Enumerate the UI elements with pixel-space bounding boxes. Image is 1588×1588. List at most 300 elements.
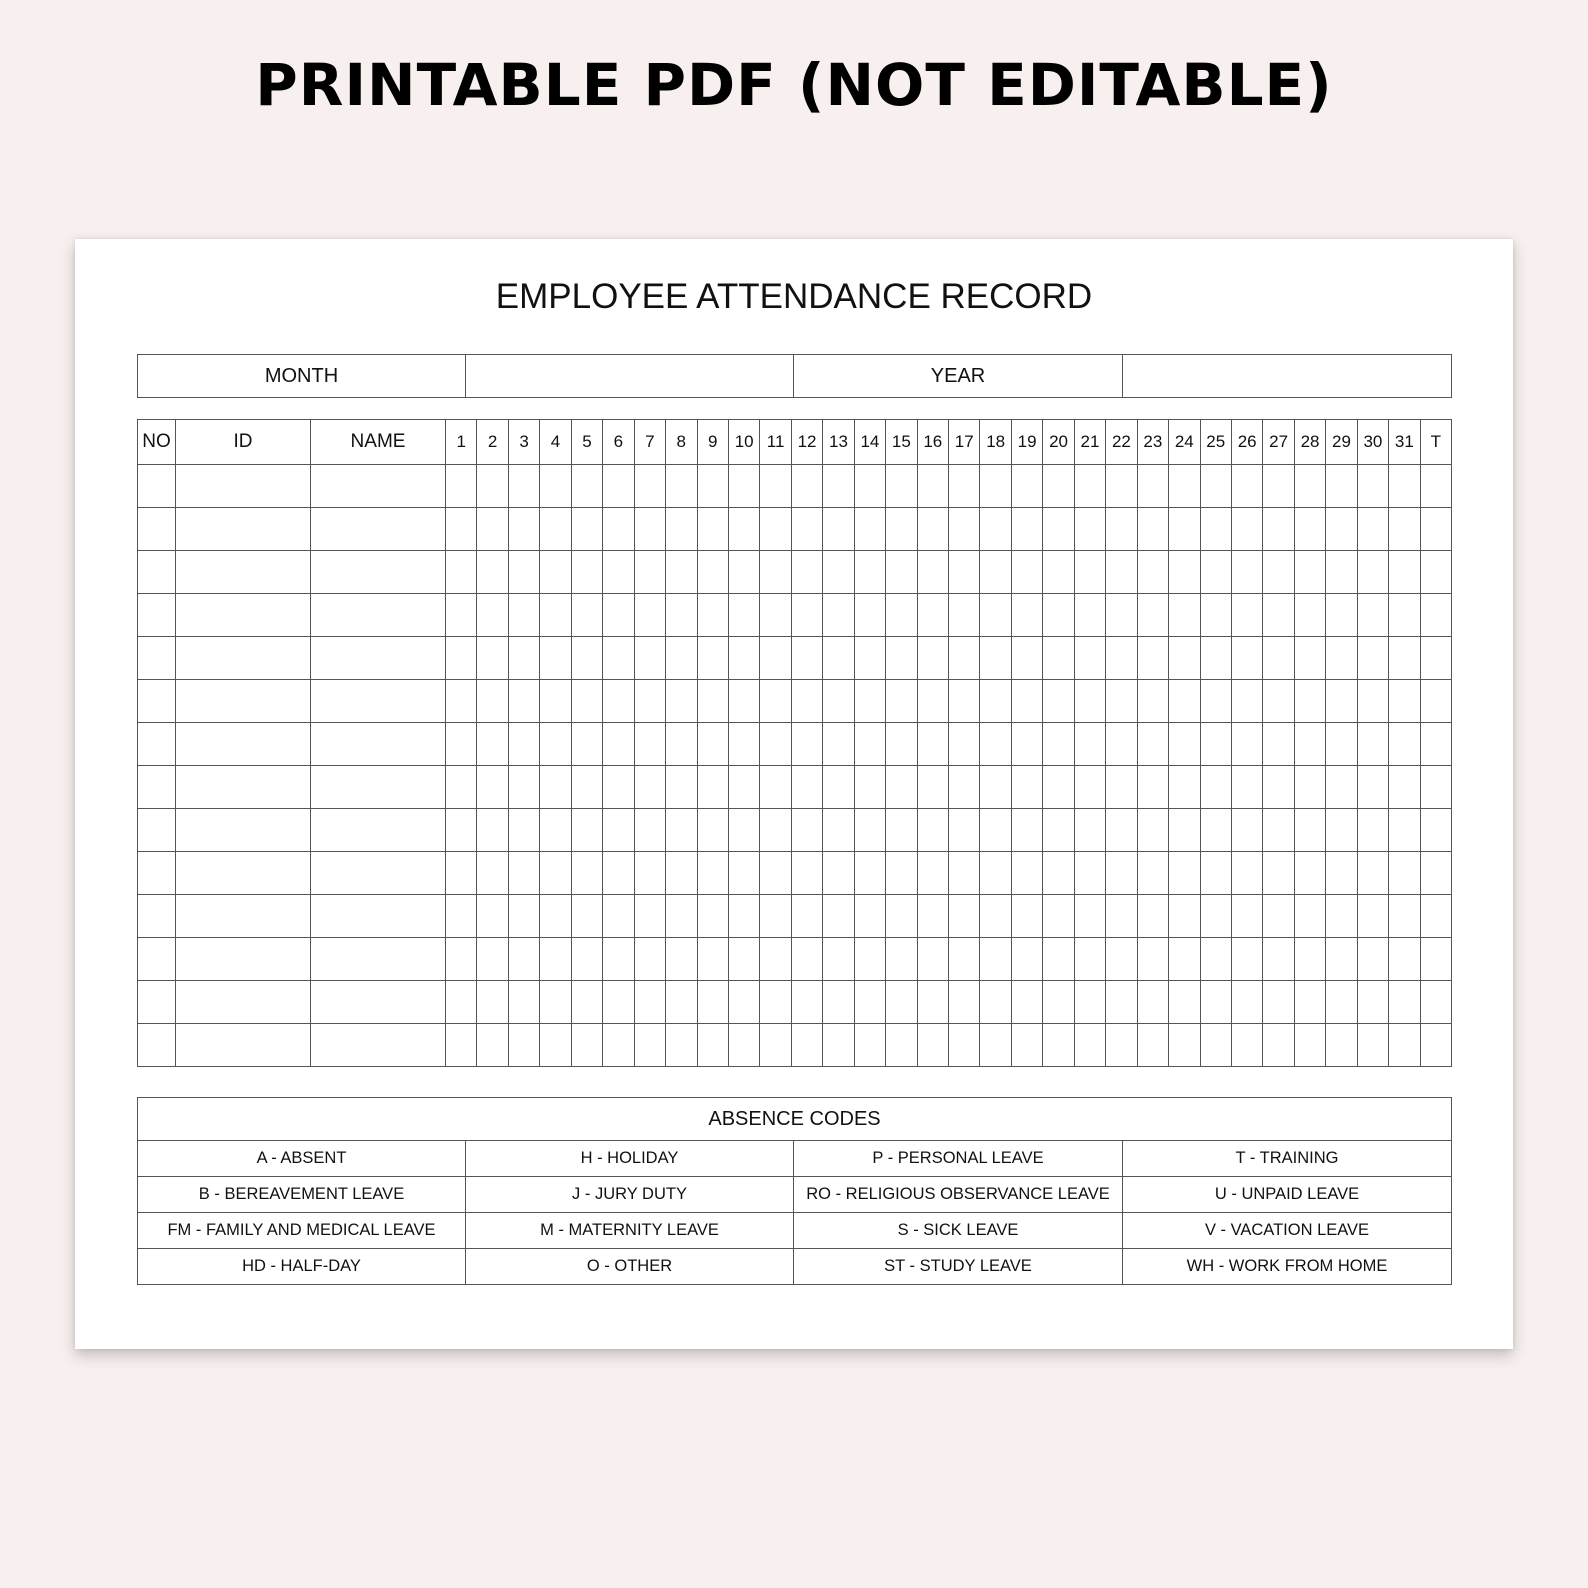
day-cell[interactable] — [571, 981, 602, 1024]
day-cell[interactable] — [477, 852, 508, 895]
day-cell[interactable] — [1043, 508, 1074, 551]
row-total-cell[interactable] — [1420, 723, 1451, 766]
day-cell[interactable] — [1200, 895, 1231, 938]
day-cell[interactable] — [886, 809, 917, 852]
day-cell[interactable] — [446, 637, 477, 680]
day-cell[interactable] — [1011, 680, 1042, 723]
day-cell[interactable] — [917, 766, 948, 809]
row-name-cell[interactable] — [311, 766, 446, 809]
day-cell[interactable] — [508, 766, 539, 809]
day-cell[interactable] — [1106, 809, 1137, 852]
day-cell[interactable] — [1169, 1024, 1200, 1067]
day-cell[interactable] — [1011, 551, 1042, 594]
day-cell[interactable] — [917, 637, 948, 680]
day-cell[interactable] — [1326, 508, 1357, 551]
day-cell[interactable] — [1137, 1024, 1168, 1067]
day-cell[interactable] — [1137, 766, 1168, 809]
day-cell[interactable] — [1137, 723, 1168, 766]
day-cell[interactable] — [508, 981, 539, 1024]
day-cell[interactable] — [1074, 680, 1105, 723]
day-cell[interactable] — [446, 465, 477, 508]
day-cell[interactable] — [508, 938, 539, 981]
day-cell[interactable] — [697, 594, 728, 637]
day-cell[interactable] — [540, 723, 571, 766]
day-cell[interactable] — [1231, 766, 1262, 809]
day-cell[interactable] — [666, 809, 697, 852]
day-cell[interactable] — [854, 1024, 885, 1067]
day-cell[interactable] — [1169, 637, 1200, 680]
day-cell[interactable] — [571, 508, 602, 551]
day-cell[interactable] — [508, 895, 539, 938]
day-cell[interactable] — [1231, 551, 1262, 594]
day-cell[interactable] — [477, 809, 508, 852]
row-no-cell[interactable] — [138, 637, 176, 680]
day-cell[interactable] — [1357, 981, 1388, 1024]
day-cell[interactable] — [603, 895, 634, 938]
day-cell[interactable] — [1389, 680, 1420, 723]
day-cell[interactable] — [1200, 766, 1231, 809]
day-cell[interactable] — [1200, 680, 1231, 723]
day-cell[interactable] — [1074, 508, 1105, 551]
row-name-cell[interactable] — [311, 1024, 446, 1067]
row-name-cell[interactable] — [311, 809, 446, 852]
day-cell[interactable] — [949, 852, 980, 895]
day-cell[interactable] — [760, 680, 791, 723]
day-cell[interactable] — [823, 938, 854, 981]
day-cell[interactable] — [1106, 594, 1137, 637]
day-cell[interactable] — [1294, 981, 1325, 1024]
day-cell[interactable] — [666, 594, 697, 637]
day-cell[interactable] — [571, 594, 602, 637]
row-no-cell[interactable] — [138, 680, 176, 723]
day-cell[interactable] — [980, 938, 1011, 981]
day-cell[interactable] — [1357, 594, 1388, 637]
day-cell[interactable] — [1043, 465, 1074, 508]
day-cell[interactable] — [1263, 766, 1294, 809]
row-name-cell[interactable] — [311, 551, 446, 594]
row-no-cell[interactable] — [138, 465, 176, 508]
day-cell[interactable] — [1389, 637, 1420, 680]
day-cell[interactable] — [917, 852, 948, 895]
day-cell[interactable] — [886, 1024, 917, 1067]
row-no-cell[interactable] — [138, 508, 176, 551]
day-cell[interactable] — [1326, 723, 1357, 766]
day-cell[interactable] — [1200, 1024, 1231, 1067]
day-cell[interactable] — [791, 809, 822, 852]
day-cell[interactable] — [477, 723, 508, 766]
day-cell[interactable] — [1294, 766, 1325, 809]
day-cell[interactable] — [477, 895, 508, 938]
day-cell[interactable] — [728, 637, 759, 680]
day-cell[interactable] — [508, 465, 539, 508]
day-cell[interactable] — [1389, 551, 1420, 594]
day-cell[interactable] — [1169, 852, 1200, 895]
day-cell[interactable] — [1106, 981, 1137, 1024]
day-cell[interactable] — [949, 1024, 980, 1067]
day-cell[interactable] — [1231, 465, 1262, 508]
day-cell[interactable] — [1137, 594, 1168, 637]
day-cell[interactable] — [540, 594, 571, 637]
day-cell[interactable] — [477, 1024, 508, 1067]
day-cell[interactable] — [1137, 981, 1168, 1024]
day-cell[interactable] — [540, 895, 571, 938]
day-cell[interactable] — [854, 723, 885, 766]
day-cell[interactable] — [1357, 809, 1388, 852]
day-cell[interactable] — [980, 981, 1011, 1024]
day-cell[interactable] — [1263, 594, 1294, 637]
day-cell[interactable] — [477, 637, 508, 680]
day-cell[interactable] — [728, 465, 759, 508]
day-cell[interactable] — [1389, 594, 1420, 637]
day-cell[interactable] — [917, 981, 948, 1024]
day-cell[interactable] — [540, 551, 571, 594]
row-id-cell[interactable] — [176, 465, 311, 508]
day-cell[interactable] — [1011, 981, 1042, 1024]
day-cell[interactable] — [1106, 766, 1137, 809]
day-cell[interactable] — [1043, 723, 1074, 766]
day-cell[interactable] — [1326, 465, 1357, 508]
day-cell[interactable] — [854, 938, 885, 981]
day-cell[interactable] — [1011, 637, 1042, 680]
day-cell[interactable] — [728, 981, 759, 1024]
day-cell[interactable] — [1074, 938, 1105, 981]
row-no-cell[interactable] — [138, 723, 176, 766]
day-cell[interactable] — [823, 852, 854, 895]
row-no-cell[interactable] — [138, 766, 176, 809]
day-cell[interactable] — [1326, 809, 1357, 852]
day-cell[interactable] — [477, 551, 508, 594]
day-cell[interactable] — [1074, 594, 1105, 637]
day-cell[interactable] — [1043, 1024, 1074, 1067]
day-cell[interactable] — [1074, 809, 1105, 852]
day-cell[interactable] — [666, 551, 697, 594]
day-cell[interactable] — [1137, 809, 1168, 852]
day-cell[interactable] — [949, 465, 980, 508]
row-id-cell[interactable] — [176, 809, 311, 852]
day-cell[interactable] — [634, 852, 665, 895]
day-cell[interactable] — [571, 680, 602, 723]
day-cell[interactable] — [728, 680, 759, 723]
day-cell[interactable] — [886, 723, 917, 766]
day-cell[interactable] — [728, 508, 759, 551]
row-id-cell[interactable] — [176, 981, 311, 1024]
day-cell[interactable] — [666, 895, 697, 938]
day-cell[interactable] — [1074, 637, 1105, 680]
row-total-cell[interactable] — [1420, 981, 1451, 1024]
day-cell[interactable] — [1231, 852, 1262, 895]
day-cell[interactable] — [791, 981, 822, 1024]
row-total-cell[interactable] — [1420, 508, 1451, 551]
day-cell[interactable] — [666, 1024, 697, 1067]
day-cell[interactable] — [571, 766, 602, 809]
day-cell[interactable] — [697, 809, 728, 852]
day-cell[interactable] — [1074, 551, 1105, 594]
row-name-cell[interactable] — [311, 852, 446, 895]
year-field[interactable] — [1123, 355, 1452, 398]
day-cell[interactable] — [886, 938, 917, 981]
day-cell[interactable] — [1200, 508, 1231, 551]
day-cell[interactable] — [823, 809, 854, 852]
day-cell[interactable] — [571, 1024, 602, 1067]
row-id-cell[interactable] — [176, 551, 311, 594]
day-cell[interactable] — [1326, 680, 1357, 723]
day-cell[interactable] — [571, 938, 602, 981]
day-cell[interactable] — [1200, 551, 1231, 594]
day-cell[interactable] — [446, 766, 477, 809]
day-cell[interactable] — [1263, 895, 1294, 938]
day-cell[interactable] — [1389, 508, 1420, 551]
day-cell[interactable] — [446, 680, 477, 723]
day-cell[interactable] — [603, 981, 634, 1024]
day-cell[interactable] — [886, 895, 917, 938]
day-cell[interactable] — [508, 852, 539, 895]
day-cell[interactable] — [886, 680, 917, 723]
day-cell[interactable] — [1294, 551, 1325, 594]
day-cell[interactable] — [980, 852, 1011, 895]
day-cell[interactable] — [980, 766, 1011, 809]
day-cell[interactable] — [540, 508, 571, 551]
day-cell[interactable] — [697, 680, 728, 723]
day-cell[interactable] — [1357, 1024, 1388, 1067]
row-total-cell[interactable] — [1420, 766, 1451, 809]
day-cell[interactable] — [1074, 981, 1105, 1024]
day-cell[interactable] — [1074, 465, 1105, 508]
day-cell[interactable] — [1231, 508, 1262, 551]
day-cell[interactable] — [1326, 938, 1357, 981]
day-cell[interactable] — [508, 551, 539, 594]
day-cell[interactable] — [917, 895, 948, 938]
day-cell[interactable] — [1389, 766, 1420, 809]
day-cell[interactable] — [1043, 680, 1074, 723]
day-cell[interactable] — [791, 680, 822, 723]
day-cell[interactable] — [1326, 1024, 1357, 1067]
day-cell[interactable] — [886, 594, 917, 637]
day-cell[interactable] — [886, 637, 917, 680]
day-cell[interactable] — [791, 852, 822, 895]
day-cell[interactable] — [1231, 981, 1262, 1024]
day-cell[interactable] — [760, 809, 791, 852]
day-cell[interactable] — [1231, 895, 1262, 938]
row-name-cell[interactable] — [311, 508, 446, 551]
day-cell[interactable] — [1326, 766, 1357, 809]
day-cell[interactable] — [1263, 809, 1294, 852]
day-cell[interactable] — [1011, 809, 1042, 852]
row-total-cell[interactable] — [1420, 637, 1451, 680]
day-cell[interactable] — [949, 766, 980, 809]
row-total-cell[interactable] — [1420, 852, 1451, 895]
day-cell[interactable] — [854, 766, 885, 809]
day-cell[interactable] — [1294, 852, 1325, 895]
row-id-cell[interactable] — [176, 766, 311, 809]
row-id-cell[interactable] — [176, 637, 311, 680]
day-cell[interactable] — [540, 637, 571, 680]
day-cell[interactable] — [508, 1024, 539, 1067]
day-cell[interactable] — [823, 1024, 854, 1067]
day-cell[interactable] — [728, 938, 759, 981]
day-cell[interactable] — [603, 938, 634, 981]
day-cell[interactable] — [949, 680, 980, 723]
day-cell[interactable] — [1326, 637, 1357, 680]
row-name-cell[interactable] — [311, 981, 446, 1024]
day-cell[interactable] — [540, 809, 571, 852]
day-cell[interactable] — [980, 680, 1011, 723]
day-cell[interactable] — [1106, 637, 1137, 680]
day-cell[interactable] — [508, 637, 539, 680]
day-cell[interactable] — [477, 465, 508, 508]
day-cell[interactable] — [446, 981, 477, 1024]
day-cell[interactable] — [1169, 723, 1200, 766]
row-id-cell[interactable] — [176, 723, 311, 766]
day-cell[interactable] — [791, 594, 822, 637]
day-cell[interactable] — [571, 723, 602, 766]
day-cell[interactable] — [1169, 895, 1200, 938]
day-cell[interactable] — [571, 465, 602, 508]
day-cell[interactable] — [571, 852, 602, 895]
day-cell[interactable] — [634, 551, 665, 594]
day-cell[interactable] — [791, 508, 822, 551]
day-cell[interactable] — [1169, 508, 1200, 551]
day-cell[interactable] — [760, 594, 791, 637]
day-cell[interactable] — [508, 680, 539, 723]
day-cell[interactable] — [634, 895, 665, 938]
day-cell[interactable] — [446, 508, 477, 551]
day-cell[interactable] — [571, 637, 602, 680]
day-cell[interactable] — [728, 1024, 759, 1067]
day-cell[interactable] — [1263, 551, 1294, 594]
day-cell[interactable] — [603, 551, 634, 594]
day-cell[interactable] — [1074, 723, 1105, 766]
day-cell[interactable] — [1169, 551, 1200, 594]
day-cell[interactable] — [666, 465, 697, 508]
day-cell[interactable] — [949, 723, 980, 766]
day-cell[interactable] — [477, 938, 508, 981]
day-cell[interactable] — [1357, 680, 1388, 723]
day-cell[interactable] — [446, 551, 477, 594]
day-cell[interactable] — [1043, 981, 1074, 1024]
day-cell[interactable] — [1231, 594, 1262, 637]
day-cell[interactable] — [791, 637, 822, 680]
day-cell[interactable] — [791, 938, 822, 981]
day-cell[interactable] — [1011, 938, 1042, 981]
day-cell[interactable] — [540, 465, 571, 508]
day-cell[interactable] — [1106, 938, 1137, 981]
day-cell[interactable] — [634, 680, 665, 723]
day-cell[interactable] — [1137, 465, 1168, 508]
day-cell[interactable] — [446, 723, 477, 766]
day-cell[interactable] — [508, 508, 539, 551]
row-no-cell[interactable] — [138, 594, 176, 637]
day-cell[interactable] — [1200, 981, 1231, 1024]
day-cell[interactable] — [917, 938, 948, 981]
day-cell[interactable] — [949, 938, 980, 981]
day-cell[interactable] — [571, 551, 602, 594]
day-cell[interactable] — [917, 551, 948, 594]
day-cell[interactable] — [854, 465, 885, 508]
day-cell[interactable] — [697, 637, 728, 680]
day-cell[interactable] — [1263, 852, 1294, 895]
row-no-cell[interactable] — [138, 981, 176, 1024]
day-cell[interactable] — [886, 981, 917, 1024]
day-cell[interactable] — [791, 551, 822, 594]
day-cell[interactable] — [1357, 508, 1388, 551]
day-cell[interactable] — [917, 594, 948, 637]
row-total-cell[interactable] — [1420, 809, 1451, 852]
day-cell[interactable] — [1169, 809, 1200, 852]
day-cell[interactable] — [728, 895, 759, 938]
day-cell[interactable] — [1074, 895, 1105, 938]
day-cell[interactable] — [1231, 1024, 1262, 1067]
day-cell[interactable] — [1326, 895, 1357, 938]
day-cell[interactable] — [1231, 680, 1262, 723]
day-cell[interactable] — [446, 809, 477, 852]
day-cell[interactable] — [1231, 938, 1262, 981]
day-cell[interactable] — [1357, 938, 1388, 981]
day-cell[interactable] — [666, 508, 697, 551]
day-cell[interactable] — [760, 723, 791, 766]
day-cell[interactable] — [697, 938, 728, 981]
day-cell[interactable] — [540, 981, 571, 1024]
day-cell[interactable] — [1326, 551, 1357, 594]
day-cell[interactable] — [1200, 723, 1231, 766]
day-cell[interactable] — [823, 637, 854, 680]
day-cell[interactable] — [949, 594, 980, 637]
day-cell[interactable] — [854, 852, 885, 895]
day-cell[interactable] — [1137, 852, 1168, 895]
day-cell[interactable] — [728, 852, 759, 895]
day-cell[interactable] — [854, 895, 885, 938]
row-id-cell[interactable] — [176, 594, 311, 637]
day-cell[interactable] — [1137, 508, 1168, 551]
day-cell[interactable] — [917, 465, 948, 508]
day-cell[interactable] — [697, 895, 728, 938]
day-cell[interactable] — [1200, 809, 1231, 852]
day-cell[interactable] — [697, 1024, 728, 1067]
day-cell[interactable] — [603, 766, 634, 809]
day-cell[interactable] — [760, 938, 791, 981]
day-cell[interactable] — [1263, 938, 1294, 981]
day-cell[interactable] — [980, 895, 1011, 938]
day-cell[interactable] — [791, 723, 822, 766]
day-cell[interactable] — [1294, 680, 1325, 723]
month-field[interactable] — [466, 355, 794, 398]
day-cell[interactable] — [1357, 852, 1388, 895]
row-no-cell[interactable] — [138, 809, 176, 852]
day-cell[interactable] — [1263, 637, 1294, 680]
day-cell[interactable] — [1043, 895, 1074, 938]
day-cell[interactable] — [1074, 1024, 1105, 1067]
day-cell[interactable] — [1011, 852, 1042, 895]
day-cell[interactable] — [1263, 1024, 1294, 1067]
day-cell[interactable] — [634, 465, 665, 508]
day-cell[interactable] — [1200, 852, 1231, 895]
day-cell[interactable] — [1074, 852, 1105, 895]
day-cell[interactable] — [823, 594, 854, 637]
day-cell[interactable] — [1043, 809, 1074, 852]
day-cell[interactable] — [1137, 637, 1168, 680]
day-cell[interactable] — [1200, 465, 1231, 508]
day-cell[interactable] — [791, 465, 822, 508]
day-cell[interactable] — [1011, 1024, 1042, 1067]
day-cell[interactable] — [949, 809, 980, 852]
day-cell[interactable] — [540, 680, 571, 723]
day-cell[interactable] — [854, 680, 885, 723]
day-cell[interactable] — [917, 723, 948, 766]
day-cell[interactable] — [446, 895, 477, 938]
day-cell[interactable] — [477, 508, 508, 551]
day-cell[interactable] — [697, 852, 728, 895]
day-cell[interactable] — [728, 809, 759, 852]
day-cell[interactable] — [854, 508, 885, 551]
